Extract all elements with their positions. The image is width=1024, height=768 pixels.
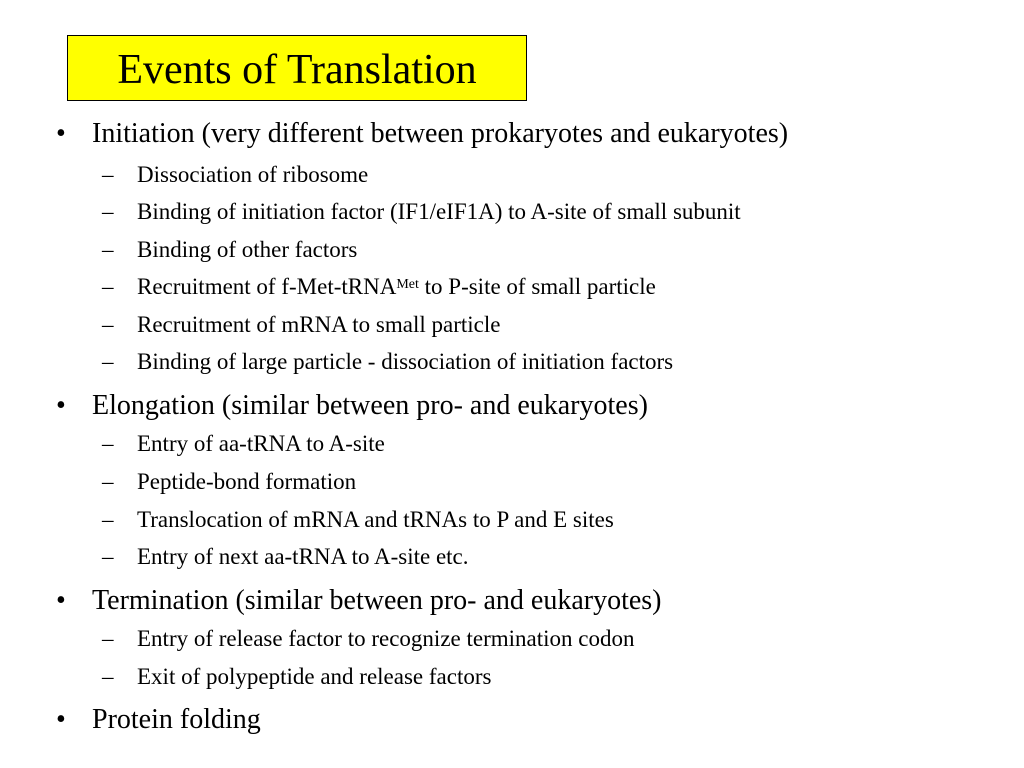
dash-glyph: – — [102, 544, 114, 569]
bullet-glyph: • — [56, 585, 66, 616]
dash-glyph: – — [102, 469, 114, 494]
sub-item-text: Binding of initiation factor (IF1/eIF1A) to A-site of small subunit — [137, 199, 741, 224]
heading-termination: Termination (similar between pro- and eukaryotes) — [92, 585, 662, 616]
sub-item-text: Exit of polypeptide and release factors — [137, 664, 492, 689]
dash-glyph: – — [102, 626, 114, 651]
dash-glyph: – — [102, 312, 114, 337]
heading-elongation: Elongation (similar between pro- and eukaryotes) — [92, 390, 648, 421]
bullet-glyph: • — [56, 390, 66, 421]
heading-initiation: Initiation (very different between prokaryotes and eukaryotes) — [92, 118, 789, 149]
dash-glyph: – — [102, 237, 114, 262]
sub-item-text: Dissociation of ribosome — [137, 162, 369, 187]
sub-item-text: Entry of aa-tRNA to A-site — [137, 431, 385, 456]
sub-item-text: Translocation of mRNA and tRNAs to P and E sites — [137, 507, 614, 532]
dash-glyph: – — [102, 507, 114, 532]
sub-item-text: Entry of release factor to recognize termination codon — [137, 626, 635, 651]
dash-glyph: – — [102, 162, 114, 187]
dash-glyph: – — [102, 664, 114, 689]
sub-item-text: Entry of next aa-tRNA to A-site etc. — [137, 544, 469, 569]
dash-glyph: – — [102, 199, 114, 224]
sub-item-text: Binding of large particle - dissociation of initiation factors — [137, 349, 674, 374]
sub-item-text: Recruitment of mRNA to small particle — [137, 312, 501, 337]
sub-item-text-before: Recruitment of f-Met-tRNA — [137, 274, 397, 299]
sub-item-text: Binding of other factors — [137, 237, 358, 262]
slide-title: Events of Translation — [117, 47, 477, 93]
bullet-glyph: • — [56, 118, 66, 149]
dash-glyph: – — [102, 349, 114, 374]
heading-protein-folding: Protein folding — [92, 704, 261, 735]
sub-item-text — [137, 273, 656, 301]
sub-item-text-after: to P-site of small particle — [418, 274, 656, 299]
dash-glyph: – — [102, 274, 114, 299]
dash-glyph: – — [102, 431, 114, 456]
sub-item-text: Peptide-bond formation — [137, 469, 357, 494]
bullet-glyph: • — [56, 704, 66, 735]
superscript-met: Met — [396, 277, 419, 292]
